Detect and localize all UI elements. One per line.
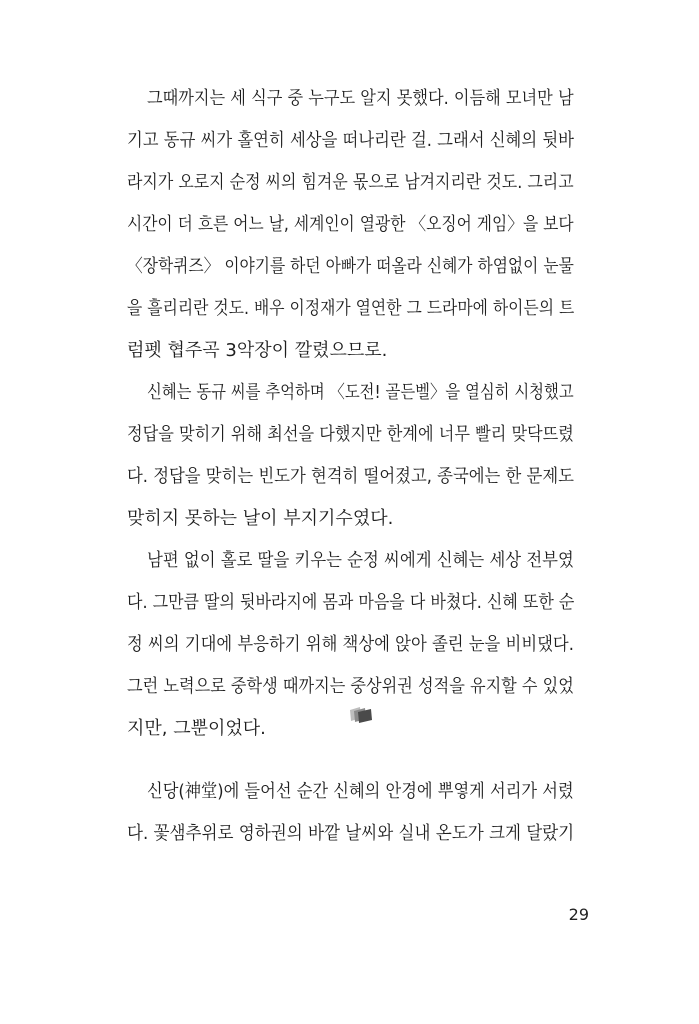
text-line: 맞히지 못하는 날이 부지기수였다. [127, 508, 394, 529]
text-line: 다. 꽃샘추위로 영하권의 바깥 날씨와 실내 온도가 크게 달랐기 [127, 823, 575, 844]
page-number: 29 [568, 905, 589, 924]
text-line: 그런 노력으로 중학생 때까지는 중상위권 성적을 유지할 수 있었 [127, 676, 574, 697]
text-line: 기고 동규 씨가 홀연히 세상을 떠나리란 걸. 그래서 신혜의 뒷바 [127, 130, 574, 151]
section-1-body [127, 78, 574, 750]
text-line: 〈장학퀴즈〉 이야기를 하던 아빠가 떠올라 신혜가 하염없이 눈물 [127, 256, 574, 277]
book-ornament-icon [348, 704, 374, 724]
text-line: 그때까지는 세 식구 중 누구도 알지 못했다. 이듬해 모녀만 남 [147, 88, 574, 109]
text-line: 정답을 맞히기 위해 최선을 다했지만 한계에 너무 빨리 맞닥뜨렸 [127, 424, 574, 445]
text-line: 다. 그만큼 딸의 뒷바라지에 몸과 마음을 다 바쳤다. 신혜 또한 순 [127, 592, 575, 613]
text-line: 지만, 그뿐이었다. [127, 718, 266, 739]
text-line: 다. 정답을 맞히는 빈도가 현격히 떨어졌고, 종국에는 한 문제도 [127, 466, 574, 487]
section-2-body [127, 771, 574, 855]
text-line: 럼펫 협주곡 3악장이 깔렸으므로. [127, 340, 388, 361]
text-line: 남편 없이 홀로 딸을 키우는 순정 씨에게 신혜는 세상 전부였 [147, 550, 574, 571]
text-line: 신혜는 동규 씨를 추억하며 〈도전! 골든벨〉을 열심히 시청했고 [147, 382, 574, 403]
text-line: 라지가 오로지 순정 씨의 힘겨운 몫으로 남겨지리란 것도. 그리고 [127, 172, 574, 193]
text-line: 신당(神堂)에 들어선 순간 신혜의 안경에 뿌옇게 서리가 서렸 [147, 781, 574, 802]
text-line: 정 씨의 기대에 부응하기 위해 책상에 앉아 졸린 눈을 비비댔다. [127, 634, 574, 655]
text-line: 을 흘리리란 것도. 배우 이정재가 열연한 그 드라마에 하이든의 트 [127, 298, 575, 319]
text-line: 시간이 더 흐른 어느 날, 세계인이 열광한 〈오징어 게임〉을 보다 [127, 214, 574, 235]
